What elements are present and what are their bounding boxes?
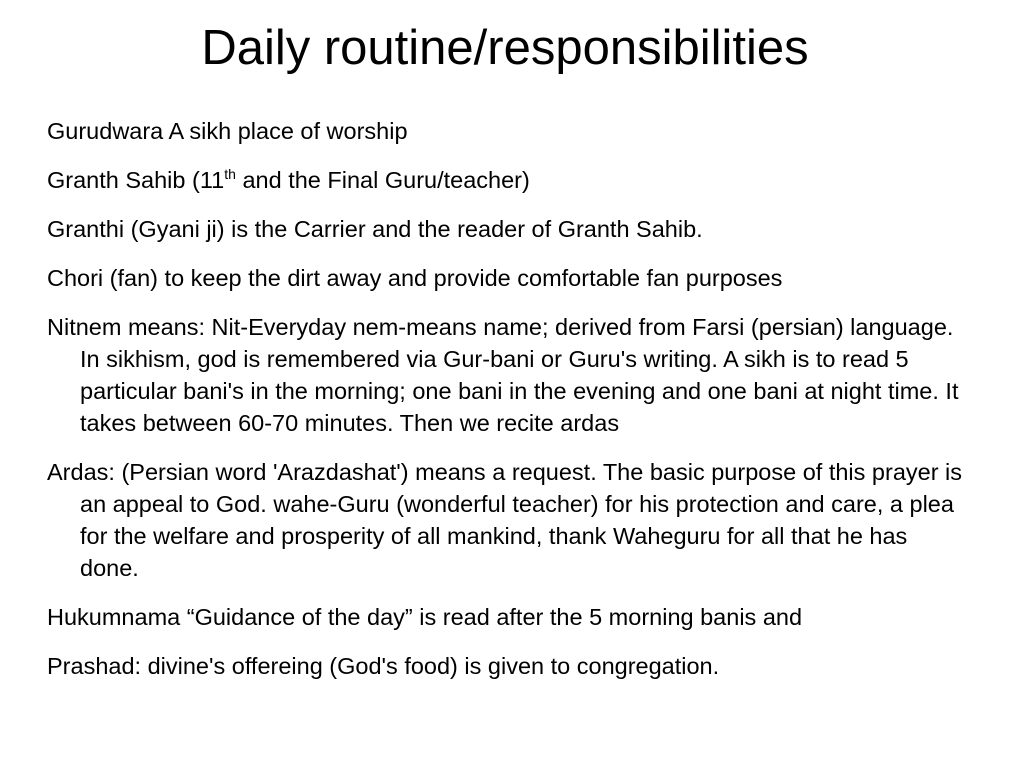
list-item-ardas: Ardas: (Persian word 'Arazdashat') means a request. The basic purpose of this prayer is an appeal to God. wahe-Guru (wonderful teacher) for his protection and care, a plea for the welfare and prosperity of all mankind, thank Waheguru for all that he has done. [47, 459, 963, 581]
list-item-prashad: Prashad: divine's offereing (God's food) is given to congregation. [47, 653, 720, 679]
body-list [47, 115, 972, 699]
granth-sahib-text-start: Granth Sahib (11 [47, 167, 225, 193]
list-item-gurudwara: Gurudwara A sikh place of worship [47, 118, 408, 144]
list-item-granthi: Granthi (Gyani ji) is the Carrier and the reader of Granth Sahib. [47, 216, 703, 242]
list-item-granth-sahib [47, 164, 972, 196]
granth-sahib-text-end: and the Final Guru/teacher) [235, 167, 530, 193]
list-item-chori: Chori (fan) to keep the dirt away and provide comfortable fan purposes [47, 265, 783, 291]
list-item-hukumnama: Hukumnama “Guidance of the day” is read after the 5 morning banis and [47, 604, 803, 630]
list-item-nitnem: Nitnem means: Nit-Everyday nem-means name; derived from Farsi (persian) language. In sikhism, god is remembered via Gur-bani or Guru's writing. A sikh is to read 5 particular bani's in the morning; one bani in the evening and one bani at night time. It takes between 60-70 minutes. Then we recite ardas [47, 314, 959, 436]
slide-title: Daily routine/responsibilities [201, 21, 809, 75]
ordinal-superscript: th [224, 166, 236, 182]
